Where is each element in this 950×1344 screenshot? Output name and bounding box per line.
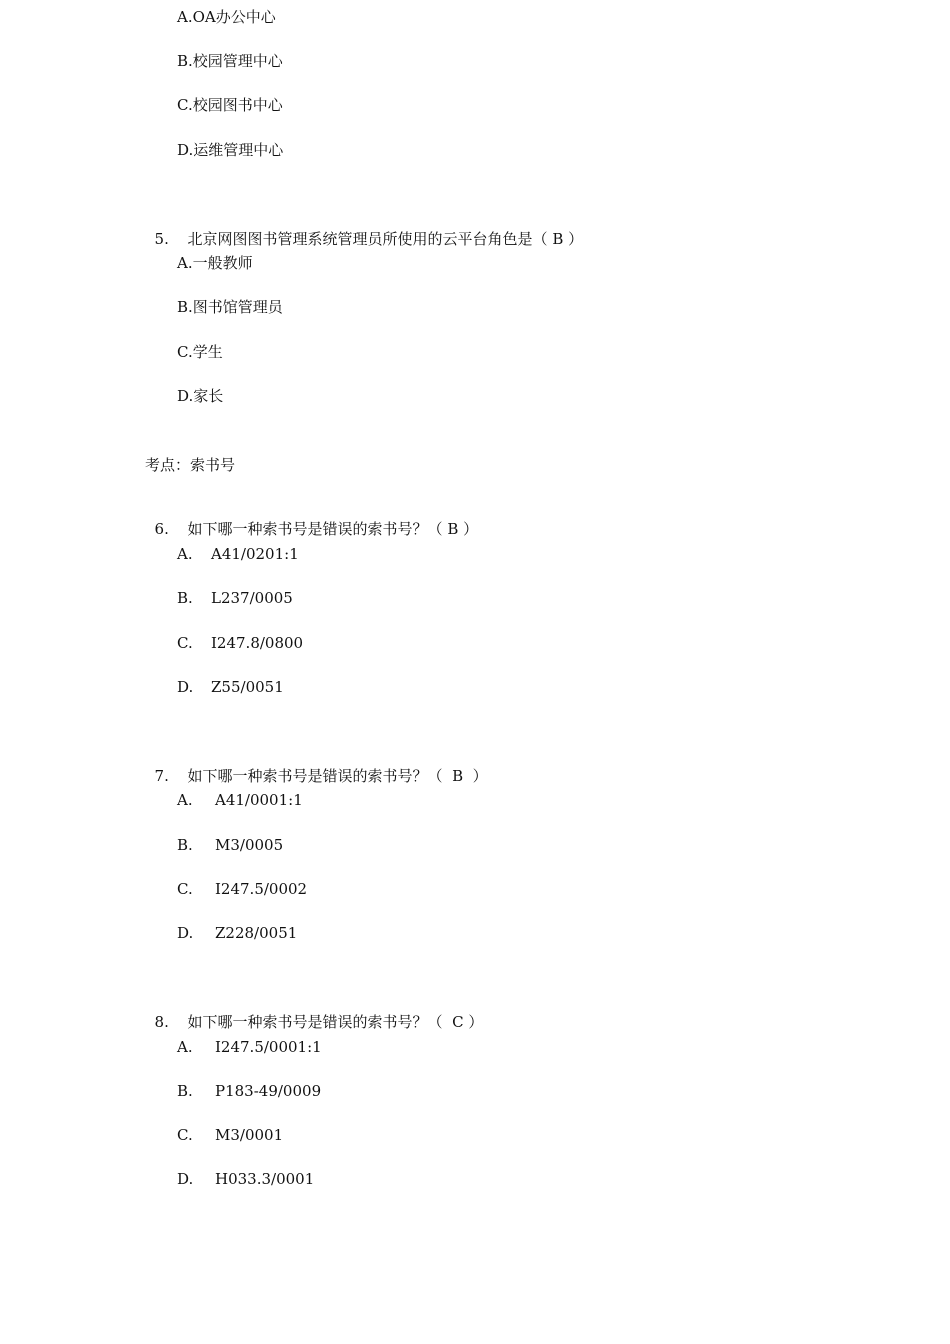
- question-text: 如下哪一种索书号是错误的索书号？（ B ）: [187, 520, 479, 538]
- option-letter: D.: [177, 678, 194, 696]
- q8-option-a: [177, 1037, 322, 1057]
- option-letter: A.: [177, 791, 193, 809]
- q7-option-c: [177, 879, 307, 899]
- q8-option-d: [177, 1169, 314, 1189]
- question-text: 如下哪一种索书号是错误的索书号？（ C ）: [187, 1013, 484, 1031]
- option-value: P183-49/0009: [215, 1082, 322, 1100]
- q8-option-c: [177, 1125, 283, 1145]
- q5-option-a: A.一般教师: [177, 254, 253, 272]
- option-value: Z55/0051: [211, 678, 284, 696]
- question-7: [145, 746, 488, 786]
- option-value: H033.3/0001: [215, 1170, 315, 1188]
- prev-option-d: D.运维管理中心: [177, 141, 284, 159]
- question-number: 6.: [154, 520, 169, 538]
- question-number: 5.: [154, 230, 169, 248]
- prev-option-b: B.校园管理中心: [177, 52, 283, 70]
- option-letter: D.: [177, 924, 194, 942]
- q7-option-a: [177, 790, 303, 810]
- option-value: A41/0001:1: [215, 791, 303, 809]
- option-letter: A.: [177, 1038, 193, 1056]
- option-value: A41/0201:1: [211, 545, 299, 563]
- option-letter: C.: [177, 634, 193, 652]
- prev-option-a: A.OA办公中心: [177, 8, 276, 26]
- option-value: I247.5/0001:1: [215, 1038, 322, 1056]
- q7-option-d: [177, 923, 297, 943]
- question-text: 如下哪一种索书号是错误的索书号？（ B ）: [187, 767, 488, 785]
- question-8: [145, 992, 483, 1032]
- option-value: Z228/0051: [215, 924, 298, 942]
- q6-option-b: [177, 588, 293, 608]
- option-letter: A.: [177, 545, 193, 563]
- q7-option-b: [177, 835, 283, 855]
- option-letter: D.: [177, 1170, 194, 1188]
- option-value: M3/0001: [215, 1126, 284, 1144]
- section-label: 考点：索书号: [145, 456, 236, 474]
- option-value: M3/0005: [215, 836, 284, 854]
- q6-option-a: [177, 544, 299, 564]
- option-letter: C.: [177, 1126, 193, 1144]
- question-6: [145, 499, 478, 539]
- q6-option-d: [177, 677, 284, 697]
- q5-option-d: D.家长: [177, 387, 224, 405]
- q5-option-c: C.学生: [177, 343, 223, 361]
- question-number: 8.: [154, 1013, 169, 1031]
- q6-option-c: [177, 633, 303, 653]
- option-letter: C.: [177, 880, 193, 898]
- option-letter: B.: [177, 589, 193, 607]
- option-letter: B.: [177, 1082, 193, 1100]
- option-value: L237/0005: [211, 589, 293, 607]
- question-5: [145, 209, 583, 249]
- q5-option-b: B.图书馆管理员: [177, 298, 283, 316]
- option-value: I247.5/0002: [215, 880, 308, 898]
- option-value: I247.8/0800: [211, 634, 304, 652]
- question-number: 7.: [154, 767, 169, 785]
- option-letter: B.: [177, 836, 193, 854]
- question-text: 北京网图图书管理系统管理员所使用的云平台角色是（ B ）: [187, 230, 584, 248]
- prev-option-c: C.校园图书中心: [177, 96, 283, 114]
- q8-option-b: [177, 1081, 321, 1101]
